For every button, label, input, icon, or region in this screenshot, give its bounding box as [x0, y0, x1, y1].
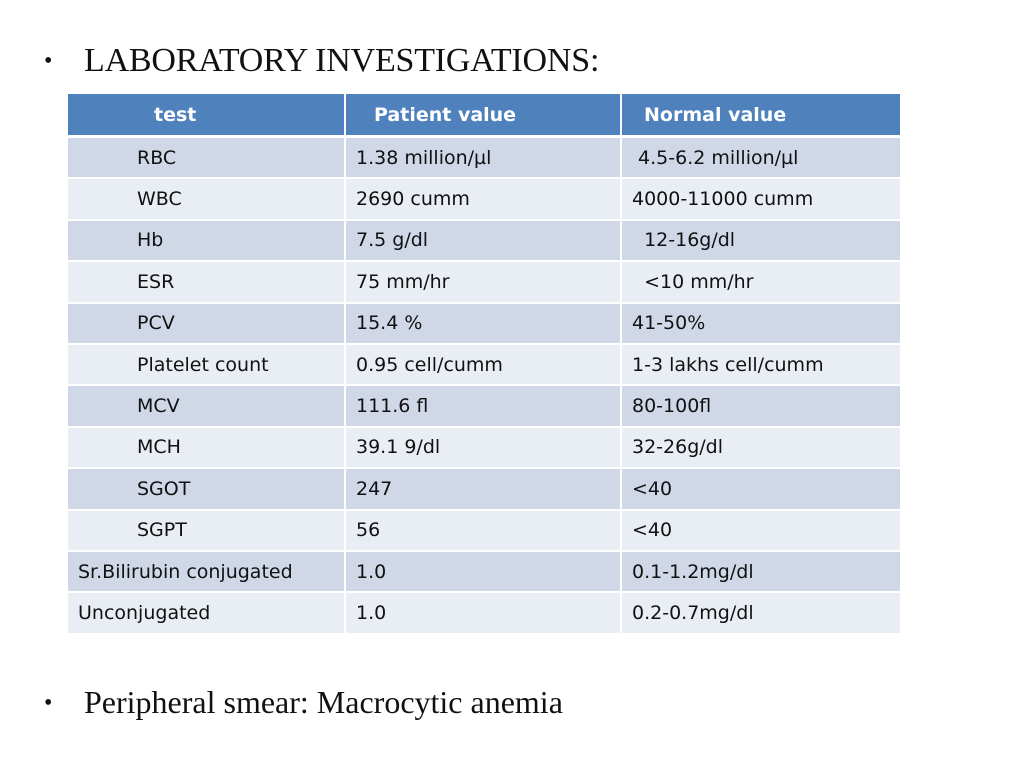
table-row	[68, 592, 900, 633]
patient-value-cell: 1.0	[345, 592, 621, 633]
normal-value-cell: <40	[621, 468, 900, 509]
patient-value-cell: 0.95 cell/cumm	[345, 344, 621, 385]
test-name-cell: RBC	[68, 137, 345, 179]
test-name-cell: Sr.Bilirubin conjugated	[68, 551, 345, 592]
peripheral-smear-text: Peripheral smear: Macrocytic anemia	[84, 684, 563, 720]
table-row	[68, 178, 900, 219]
normal-value-cell: 4.5-6.2 million/µl	[621, 137, 900, 179]
patient-value-cell: 111.6 fl	[345, 385, 621, 426]
column-header-normal-value: Normal value	[621, 94, 900, 137]
table-row	[68, 551, 900, 592]
footer-line	[44, 684, 563, 721]
patient-value-cell: 15.4 %	[345, 303, 621, 344]
heading-line	[44, 42, 599, 80]
normal-value-cell: 0.2-0.7mg/dl	[621, 592, 900, 633]
patient-value-cell: 1.0	[345, 551, 621, 592]
test-name-cell: ESR	[68, 261, 345, 302]
normal-value-cell: 12-16g/dl	[621, 220, 900, 261]
patient-value-cell: 75 mm/hr	[345, 261, 621, 302]
bullet-icon: •	[44, 690, 53, 716]
table-row	[68, 137, 900, 179]
page-title: LABORATORY INVESTIGATIONS:	[84, 42, 600, 79]
normal-value-cell: 0.1-1.2mg/dl	[621, 551, 900, 592]
patient-value-cell: 2690 cumm	[345, 178, 621, 219]
patient-value-cell: 247	[345, 468, 621, 509]
lab-investigations-table	[68, 94, 900, 635]
table-row	[68, 468, 900, 509]
column-header-test: test	[68, 94, 345, 137]
test-name-cell: WBC	[68, 178, 345, 219]
table-row	[68, 261, 900, 302]
normal-value-cell: 1-3 lakhs cell/cumm	[621, 344, 900, 385]
bullet-icon: •	[44, 48, 53, 74]
table-row	[68, 303, 900, 344]
test-name-cell: MCV	[68, 385, 345, 426]
patient-value-cell: 7.5 g/dl	[345, 220, 621, 261]
patient-value-cell: 1.38 million/µl	[345, 137, 621, 179]
patient-value-cell: 39.1 9/dl	[345, 427, 621, 468]
test-name-cell: SGOT	[68, 468, 345, 509]
normal-value-cell: 80-100fl	[621, 385, 900, 426]
normal-value-cell: 32-26g/dl	[621, 427, 900, 468]
test-name-cell: SGPT	[68, 510, 345, 551]
table-header-row	[68, 94, 900, 137]
table-row	[68, 220, 900, 261]
column-header-patient-value: Patient value	[345, 94, 621, 137]
test-name-cell: PCV	[68, 303, 345, 344]
normal-value-cell: <40	[621, 510, 900, 551]
test-name-cell: Platelet count	[68, 344, 345, 385]
patient-value-cell: 56	[345, 510, 621, 551]
test-name-cell: Hb	[68, 220, 345, 261]
normal-value-cell: 41-50%	[621, 303, 900, 344]
table-row	[68, 510, 900, 551]
normal-value-cell: <10 mm/hr	[621, 261, 900, 302]
normal-value-cell: 4000-11000 cumm	[621, 178, 900, 219]
test-name-cell: Unconjugated	[68, 592, 345, 633]
test-name-cell: MCH	[68, 427, 345, 468]
table-row	[68, 427, 900, 468]
table-row	[68, 385, 900, 426]
table-row	[68, 344, 900, 385]
